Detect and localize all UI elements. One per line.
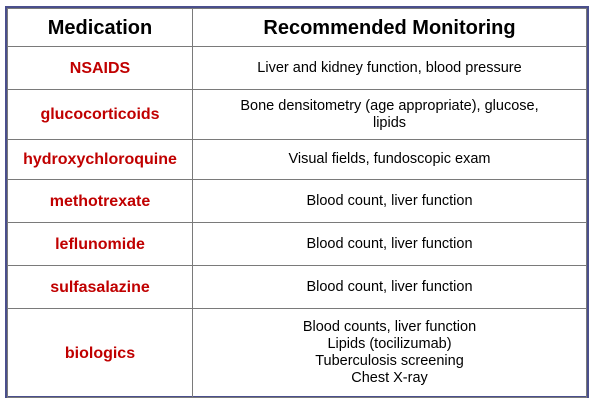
monitoring-line: Liver and kidney function, blood pressure: [257, 59, 522, 76]
medication-cell: methotrexate: [8, 180, 193, 223]
monitoring-cell: [193, 266, 587, 309]
monitoring-line: Blood count, liver function: [306, 278, 473, 295]
monitoring-line: Blood counts, liver function: [302, 319, 477, 335]
table-row: [8, 140, 587, 180]
medication-cell: glucocorticoids: [8, 90, 193, 140]
medication-cell: hydroxychloroquine: [8, 140, 193, 180]
table-row: [8, 266, 587, 309]
monitoring-cell: [193, 223, 587, 266]
monitoring-cell: [193, 309, 587, 398]
monitoring-line: Blood count, liver function: [306, 192, 473, 209]
table-row: [8, 180, 587, 223]
monitoring-cell: [193, 140, 587, 180]
monitoring-line: Visual fields, fundoscopic exam: [288, 151, 491, 167]
medication-cell: biologics: [8, 309, 193, 398]
table-row: [8, 309, 587, 398]
header-recommended-monitoring: Recommended Monitoring: [193, 9, 587, 47]
monitoring-line: Tuberculosis screening: [315, 353, 464, 369]
monitoring-table-frame: [5, 6, 589, 398]
medication-cell: NSAIDS: [8, 47, 193, 90]
monitoring-line: Bone densitometry (age appropriate), glucose,: [240, 97, 539, 114]
monitoring-line: Chest X-ray: [351, 370, 428, 386]
monitoring-cell: [193, 180, 587, 223]
medication-cell: sulfasalazine: [8, 266, 193, 309]
header-medication: Medication: [8, 9, 193, 47]
medication-cell: leflunomide: [8, 223, 193, 266]
monitoring-line: Lipids (tocilizumab): [327, 336, 452, 352]
monitoring-cell: [193, 90, 587, 140]
monitoring-line: Blood count, liver function: [306, 235, 473, 252]
table-row: [8, 90, 587, 140]
table-row: [8, 223, 587, 266]
monitoring-table: [7, 8, 587, 398]
monitoring-line: lipids: [372, 114, 407, 131]
table-row: [8, 47, 587, 90]
monitoring-cell: [193, 47, 587, 90]
table-header-row: [8, 9, 587, 47]
